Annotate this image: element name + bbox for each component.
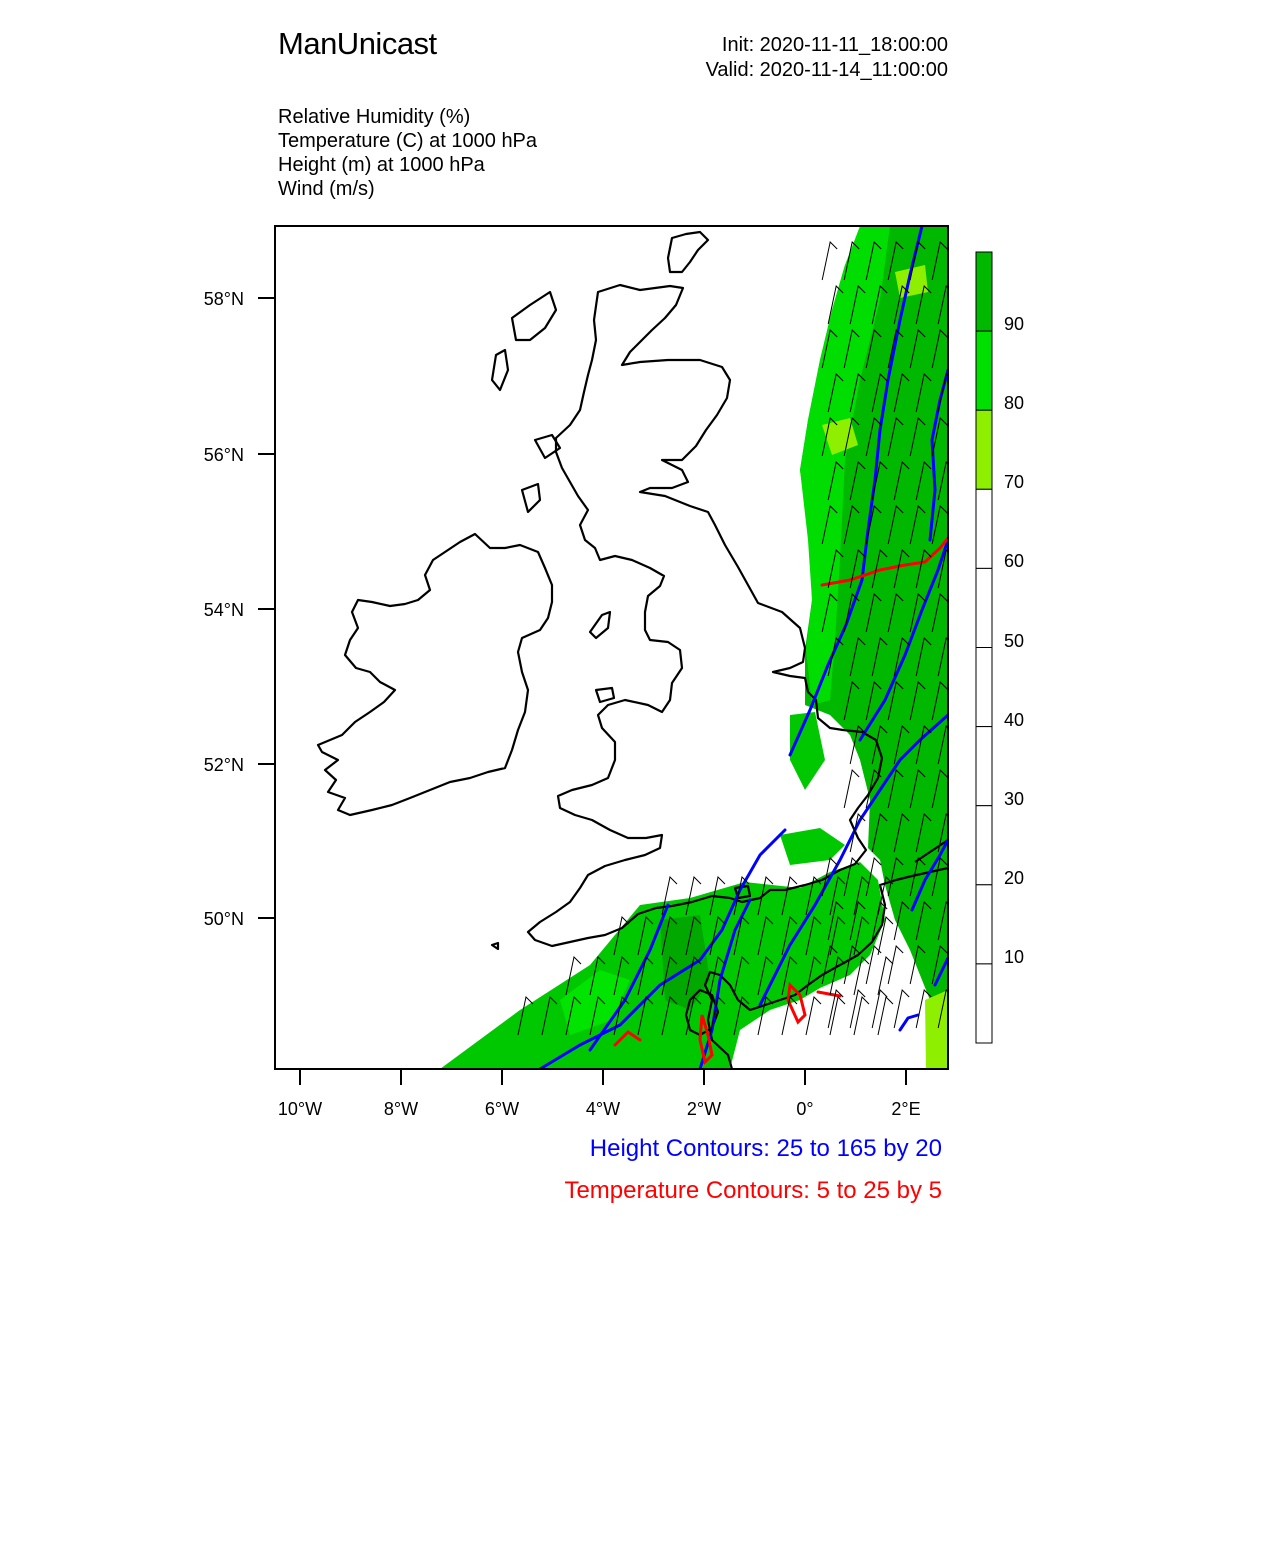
map-field (318, 226, 953, 1069)
lon-label: 2°E (891, 1099, 921, 1119)
latitude-axis (204, 289, 275, 929)
lat-label: 58°N (203, 289, 244, 309)
lat-label: 50°N (203, 909, 244, 929)
lon-label: 2°W (686, 1099, 722, 1119)
wind-barb (888, 946, 903, 984)
coastline-anglesey (596, 688, 614, 702)
colorbar-bin (976, 568, 992, 647)
colorbar-bin (976, 727, 992, 806)
colorbar-bin (976, 964, 992, 1043)
coastline-islay (522, 484, 540, 512)
wind-barb (830, 997, 845, 1035)
wind-barb (822, 242, 837, 280)
coastline-orkney (668, 232, 708, 272)
variable-temperature: Temperature (C) at 1000 hPa (278, 130, 538, 152)
colorbar-label: 30 (1004, 789, 1025, 809)
model-title: ManUnicast (278, 26, 437, 61)
coastline-hebrides-2 (512, 292, 556, 340)
lat-label: 52°N (203, 755, 244, 775)
colorbar-bin (976, 885, 992, 964)
rh-region-southwest (440, 862, 885, 1069)
variable-height: Height (m) at 1000 hPa (278, 154, 485, 176)
temperature-contour-5 (818, 992, 840, 996)
wind-barb (854, 997, 869, 1035)
height-contour-8 (900, 1015, 918, 1030)
colorbar-bin (976, 331, 992, 410)
colorbar-label: 50 (1004, 631, 1025, 651)
colorbar-label: 60 (1004, 551, 1025, 571)
coastline-hebrides-1 (492, 350, 508, 390)
wind-barb (878, 997, 893, 1035)
colorbar-bin (976, 648, 992, 727)
colorbar-bin (976, 252, 992, 331)
coastline-scilly (492, 943, 498, 949)
colorbar-label: 80 (1004, 393, 1025, 413)
wind-barb (850, 990, 865, 1028)
rh-colorbar (976, 252, 1024, 1043)
height-contours-note: Height Contours: 25 to 165 by 20 (589, 1135, 942, 1162)
colorbar-label: 90 (1004, 314, 1025, 334)
variable-wind: Wind (m/s) (278, 178, 375, 200)
longitude-axis (278, 1069, 921, 1119)
colorbar-bin (976, 410, 992, 489)
lon-label: 8°W (383, 1099, 419, 1119)
coastline-isle-of-man (590, 612, 610, 638)
wind-barb (844, 770, 859, 808)
wind-barb (878, 957, 893, 995)
variable-rh: Relative Humidity (%) (278, 106, 471, 128)
lon-label: 6°W (484, 1099, 520, 1119)
colorbar-label: 40 (1004, 710, 1025, 730)
colorbar-bin (976, 806, 992, 885)
colorbar-label: 20 (1004, 868, 1025, 888)
colorbar-label: 70 (1004, 472, 1025, 492)
coastline-ireland (318, 534, 552, 815)
lon-label: 0° (796, 1099, 814, 1119)
lat-label: 54°N (203, 600, 244, 620)
temperature-contours-note: Temperature Contours: 5 to 25 by 5 (564, 1177, 942, 1204)
wind-barb (806, 997, 821, 1035)
rh-region-east-anglia-edge (790, 712, 825, 790)
rh-region-corner-light (925, 990, 948, 1069)
lat-label: 56°N (203, 445, 244, 465)
colorbar-bin (976, 489, 992, 568)
init-time: Init: 2020-11-11_18:00:00 (721, 34, 948, 56)
lon-label: 10°W (277, 1099, 323, 1119)
wind-barb (872, 990, 887, 1028)
colorbar-label: 10 (1004, 947, 1025, 967)
valid-time: Valid: 2020-11-14_11:00:00 (705, 59, 948, 81)
lon-label: 4°W (585, 1099, 621, 1119)
rh-region-kent (780, 828, 845, 865)
